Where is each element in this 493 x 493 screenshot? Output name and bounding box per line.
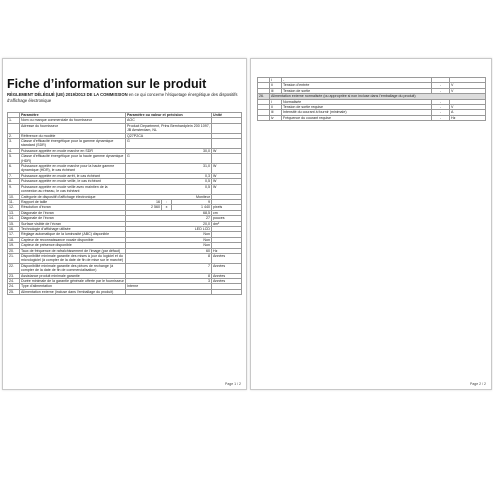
row-number: 5. xyxy=(8,154,20,164)
row-number: 13. xyxy=(8,210,20,215)
row-unit xyxy=(212,139,242,149)
product-info-table xyxy=(7,112,242,295)
row-sub-index: i xyxy=(270,99,282,104)
row-unit xyxy=(212,123,242,133)
row-value-part-1: 2 560 xyxy=(126,205,162,210)
row-unit: A xyxy=(450,110,486,115)
row-parameter: Puissance appelée en mode arrêt, le cas échéant xyxy=(20,173,126,178)
row-unit: Années xyxy=(212,273,242,278)
row-value: AOC xyxy=(126,118,212,123)
row-number xyxy=(8,123,20,133)
row-parameter: Normalisée xyxy=(282,99,432,104)
row-number: 6. xyxy=(8,164,20,174)
row-number: 7. xyxy=(8,173,20,178)
row-parameter: Disponibilité minimale garantie des pièces de rechange (à compter de la date de fin de commercialisation) xyxy=(20,263,126,273)
row-unit: V xyxy=(450,83,486,88)
table-row xyxy=(8,289,242,294)
row-parameter: Durée minimale de la garantie générale offerte par le fournisseur xyxy=(21,279,124,283)
header-parameter: Paramètre xyxy=(20,113,126,118)
row-unit: V xyxy=(450,88,486,93)
row-unit: V xyxy=(450,105,486,110)
row-value-part-1: 16 xyxy=(126,199,162,204)
row-value: 0,3 xyxy=(126,173,212,178)
table-row xyxy=(8,253,242,263)
row-parameter: Tension d’entrée xyxy=(282,83,432,88)
row-value-separator: x xyxy=(162,205,172,210)
row-number: 25. xyxy=(8,289,20,294)
row-parameter: Classe d’efficacité énergétique pour la gamme dynamique standard (SDR) xyxy=(20,139,126,149)
row-parameter: Tension de sortie xyxy=(282,88,432,93)
row-value: 0,5 xyxy=(126,179,212,184)
row-unit: Années xyxy=(212,253,242,263)
row-number: 18. xyxy=(8,237,20,242)
section-title: Alimentation externe normalisée (ou appropriée si non incluse dans l’emballage du produit) xyxy=(270,94,486,99)
row-value: - xyxy=(432,83,450,88)
row-number: 16. xyxy=(8,226,20,231)
row-parameter: Type d’alimentation xyxy=(20,284,126,289)
table-row xyxy=(258,115,486,120)
row-value: - xyxy=(432,115,450,120)
row-parameter: Surface visible de l’écran xyxy=(20,221,126,226)
header-unit: Unité xyxy=(212,113,242,118)
row-sub-index: iii xyxy=(270,110,282,115)
regulation-subject: en ce qui concerne l’étiquetage énergétique des dispositifs d’affichage électronique xyxy=(7,92,238,103)
row-number: 23. xyxy=(8,273,20,278)
row-sub-index: iv xyxy=(270,115,282,120)
row-unit: W xyxy=(212,173,242,178)
row-value: Non xyxy=(126,237,212,242)
row-number: 19. xyxy=(8,243,20,248)
row-value-separator: : xyxy=(162,199,172,204)
row-value: 8 xyxy=(126,253,212,263)
row-number: 10. xyxy=(8,194,20,199)
row-value: G xyxy=(126,154,212,164)
row-sub-index: ii xyxy=(270,83,282,88)
row-unit xyxy=(212,289,242,294)
table-row xyxy=(8,164,242,174)
row-parameter: Réglage automatique de la luminosité (ABC) disponible xyxy=(20,232,126,237)
row-number: 24. xyxy=(8,284,20,289)
row-parameter: Puissance appelée en mode veille avec maintien de la connexion au réseau, le cas échéant xyxy=(20,184,126,194)
row-value: 7 xyxy=(126,263,212,273)
row-value: 68,5 xyxy=(126,210,212,215)
page-number: Page 1 / 2 xyxy=(225,382,241,386)
row-number: 21. xyxy=(8,253,20,263)
row-parameter: Taux de fréquence de rafraîchissement de l’image (par défaut) xyxy=(20,248,126,253)
row-value: - xyxy=(432,105,450,110)
row-number: 2. xyxy=(8,133,20,138)
row-number: 1. xyxy=(8,118,20,123)
row-value: 60 xyxy=(126,248,212,253)
row-number: 4. xyxy=(8,148,20,153)
row-sub-index: iii xyxy=(270,88,282,93)
row-unit: cm xyxy=(212,210,242,215)
row-parameter: Technologie d’affichage utilisée xyxy=(20,226,126,231)
row-value: LED LCD xyxy=(126,226,212,231)
row-parameter: Fréquence du courant requise xyxy=(282,115,432,120)
row-number: 24. xyxy=(8,279,20,284)
row-value: G xyxy=(126,139,212,149)
row-parameter: Puissance appelée en mode marche en SDR xyxy=(20,148,126,153)
row-value: 27 xyxy=(126,216,212,221)
row-unit: pixels xyxy=(212,205,242,210)
row-sub-index: ii xyxy=(270,105,282,110)
row-parameter: Classe d’efficacité énergétique pour la haute gamme dynamique (HDR) xyxy=(20,154,126,164)
row-parameter: Capteur de reconnaissance vocale disponible xyxy=(20,237,126,242)
row-unit: Hz xyxy=(212,248,242,253)
row-value: Non xyxy=(126,232,212,237)
row-value: 8 xyxy=(126,273,212,278)
table-row xyxy=(8,184,242,194)
row-parameter: Alimentation externe (incluse dans l’emballage du produit) xyxy=(20,289,126,294)
row-unit: dm² xyxy=(212,221,242,226)
row-parameter: Puissance appelée en mode marche pour la haute gamme dynamique (HDR), le cas échéant xyxy=(20,164,126,174)
row-unit: W xyxy=(212,179,242,184)
row-value: - xyxy=(432,99,450,104)
row-parameter: Référence du modèle xyxy=(20,133,126,138)
page-title: Fiche d’information sur le produit xyxy=(7,77,207,91)
page-number: Page 2 / 2 xyxy=(470,382,486,386)
row-parameter: Puissance appelée en mode veille, le cas échéant xyxy=(20,179,126,184)
row-number: 11. xyxy=(8,199,20,204)
row-unit: W xyxy=(212,184,242,194)
row-parameter: Résolution d’écran xyxy=(20,205,126,210)
row-number: 14. xyxy=(8,216,20,221)
row-parameter: Assistance produit minimale garantie xyxy=(20,273,126,278)
row-value: - xyxy=(432,88,450,93)
row-value: 3 xyxy=(126,279,212,284)
row-parameter: - xyxy=(282,78,432,83)
row-parameter: Tension de sortie requise xyxy=(282,105,432,110)
table-row xyxy=(8,154,242,164)
power-supply-table xyxy=(257,77,486,121)
row-value: 31,0 xyxy=(126,164,212,174)
row-number: 12. xyxy=(8,205,20,210)
row-number: 17. xyxy=(8,232,20,237)
row-number: 15. xyxy=(8,221,20,226)
row-unit: pouces xyxy=(212,216,242,221)
table-row xyxy=(8,263,242,273)
row-value-part-2: 9 xyxy=(172,199,212,204)
row-number: 9. xyxy=(8,184,20,194)
row-number: 8. xyxy=(8,179,20,184)
row-value: Moniteur xyxy=(126,194,212,199)
row-value: Q27P2CA xyxy=(126,133,212,138)
row-parameter: Catégorie de dispositif d’affichage électronique xyxy=(20,194,126,199)
row-value: Non xyxy=(126,243,212,248)
table-row xyxy=(8,139,242,149)
row-number xyxy=(258,115,270,120)
row-number: 3. xyxy=(8,139,20,149)
row-number: 22. xyxy=(8,263,20,273)
row-parameter: Diagonale de l’écran xyxy=(20,210,126,215)
document-page-1 xyxy=(2,58,247,390)
row-value: Product Department, Prins Bernhardplein 200 1097, JB Amsterdam, NL xyxy=(127,123,210,133)
row-parameter: Disponibilité minimale garantie des mises à jour du logiciel et du micrologiciel (à compter de la date de fin de mise sur le marché) xyxy=(20,253,126,263)
row-value: 0,5 xyxy=(126,184,212,194)
row-unit: Années xyxy=(212,263,242,273)
row-value-part-2: 1 440 xyxy=(172,205,212,210)
row-unit: W xyxy=(212,148,242,153)
row-parameter: Nom ou marque commerciale du fournisseur xyxy=(20,118,126,123)
regulation-reference: RÈGLEMENT DÉLÉGUÉ (UE) 2019/2013 DE LA COMMISSION xyxy=(7,92,128,97)
row-value xyxy=(126,289,212,294)
row-unit: Hz xyxy=(450,115,486,120)
row-parameter: Diagonale de l’écran xyxy=(20,216,126,221)
row-value: 30,0 xyxy=(126,148,212,153)
table-row xyxy=(8,123,242,133)
row-unit: W xyxy=(212,164,242,174)
row-parameter: Intensité du courant à fournir (minimale) xyxy=(282,110,432,115)
regulation-intro xyxy=(7,92,243,104)
header-value: Paramètre ou valeur et précision xyxy=(126,113,212,118)
row-parameter: Capteur de présence disponible xyxy=(20,243,126,248)
row-unit xyxy=(212,154,242,164)
row-number: 20. xyxy=(8,248,20,253)
row-parameter: Adresse du fournisseur xyxy=(20,123,126,133)
row-parameter: Rapport de taille xyxy=(20,199,126,204)
document-page-2 xyxy=(250,58,492,390)
row-unit: Années xyxy=(212,279,242,284)
row-sub-index: i xyxy=(270,78,282,83)
row-value: Interne xyxy=(126,284,212,289)
row-value: 20,0 xyxy=(126,221,212,226)
row-value: - xyxy=(432,110,450,115)
row-number: 26. xyxy=(258,94,270,99)
